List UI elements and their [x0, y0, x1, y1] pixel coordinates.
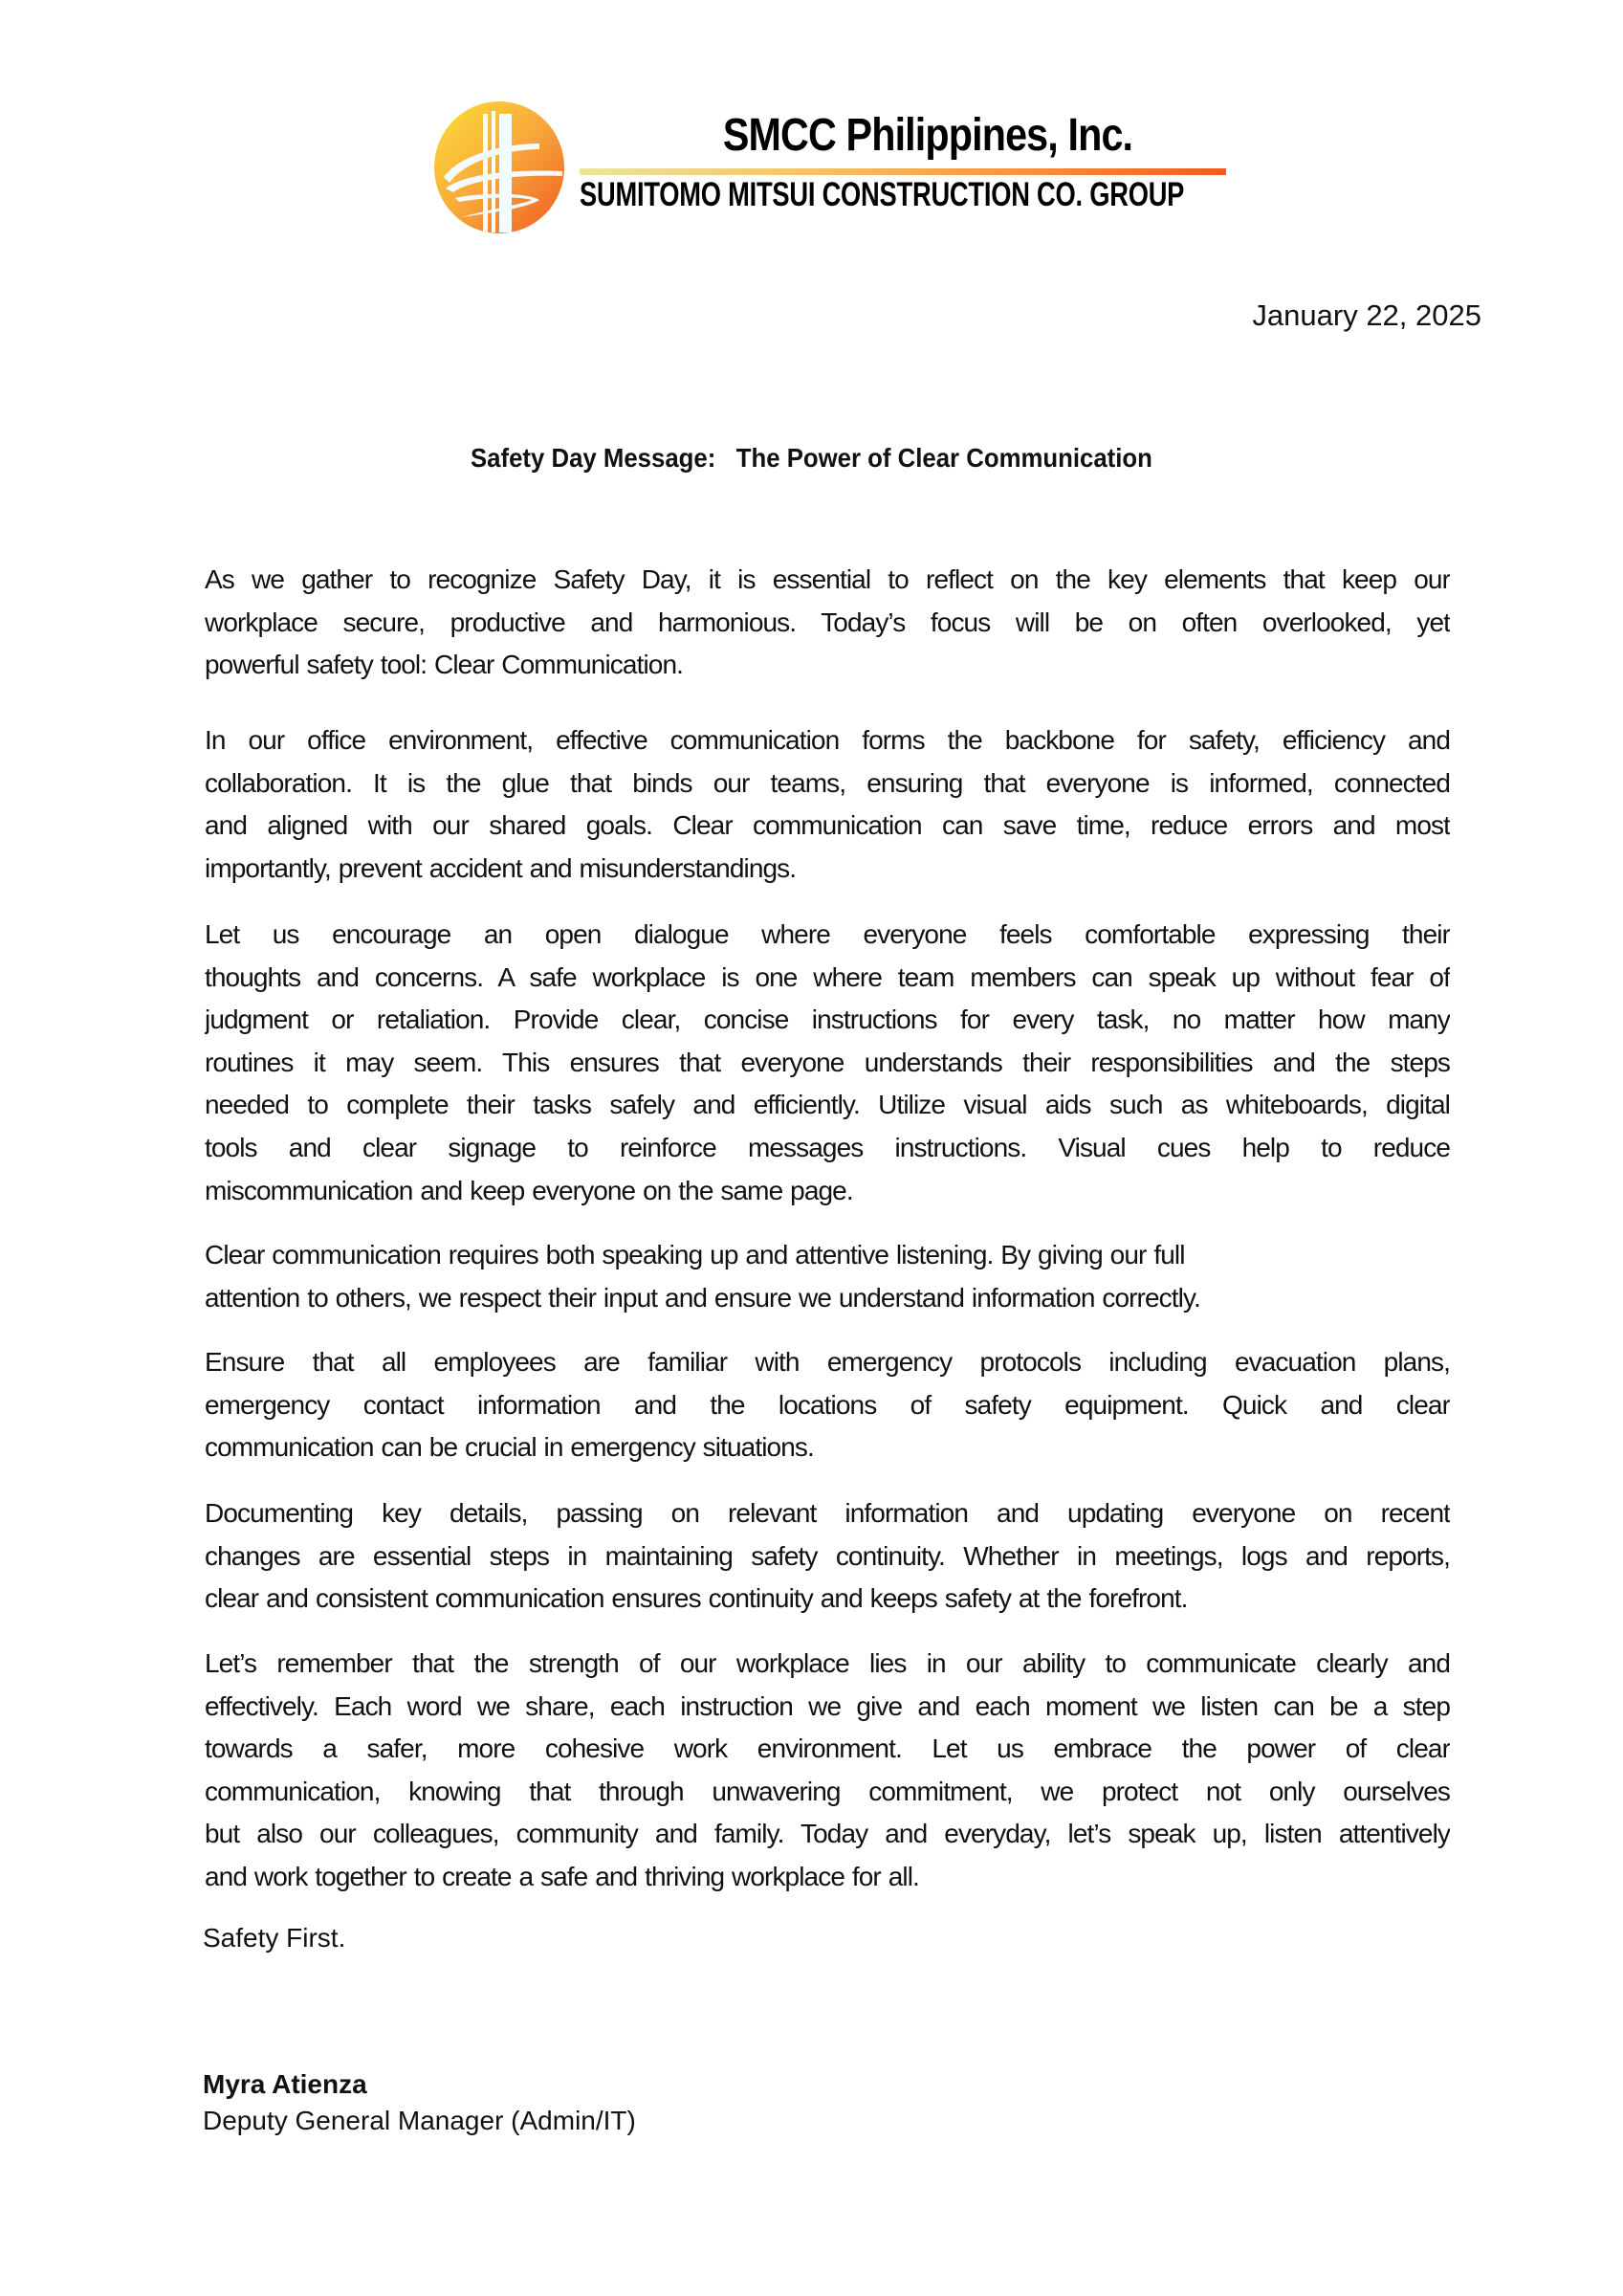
body-line: emergency contact information and the locations of safety equipment. Quick and clear [205, 1389, 1450, 1420]
body-line: thoughts and concerns. A safe workplace is one where team members can speak up without fear of [205, 961, 1450, 992]
body-line: towards a safer, more cohesive work environment. Let us embrace the power of clear [205, 1733, 1450, 1764]
body-line: importantly, prevent accident and misunderstandings. [205, 852, 797, 883]
body-line: routines it may seem. This ensures that everyone understands their responsibilities and the steps [205, 1047, 1450, 1077]
body-line: Let’s remember that the strength of our workplace lies in our ability to communicate clearly and [205, 1648, 1450, 1678]
closing-line: Safety First. [203, 1923, 346, 1953]
smcc-logo-icon [432, 100, 566, 234]
body-line: Ensure that all employees are familiar with emergency protocols including evacuation plans, [205, 1347, 1450, 1377]
body-line: miscommunication and keep everyone on the same page. [205, 1175, 853, 1205]
signatory-role: Deputy General Manager (Admin/IT) [203, 2106, 636, 2135]
body-line: effectively. Each word we share, each instruction we give and each moment we listen can be a step [205, 1690, 1450, 1721]
body-line: tools and clear signage to reinforce messages instructions. Visual cues help to reduce [205, 1132, 1450, 1162]
body-line: In our office environment, effective communication forms the backbone for safety, efficiency and [205, 725, 1450, 755]
letter-body [205, 1492, 1450, 1621]
body-line: changes are essential steps in maintaining safety continuity. Whether in meetings, logs and reports, [205, 1540, 1450, 1571]
letter-date: January 22, 2025 [1252, 298, 1481, 332]
body-line: clear and consistent communication ensures continuity and keeps safety at the forefront. [205, 1583, 1188, 1614]
body-line: workplace secure, productive and harmonious. Today’s focus will be on often overlooked, yet [205, 607, 1450, 637]
body-line: As we gather to recognize Safety Day, it is essential to reflect on the key elements that keep our [205, 564, 1450, 594]
body-line: powerful safety tool: Clear Communication. [205, 650, 683, 680]
letter-title-text: Safety Day Message: The Power of Clear Communication [471, 443, 1152, 473]
body-line: Clear communication requires both speaking up and attentive listening. By giving our full [205, 1240, 1185, 1269]
letter-body [205, 1341, 1450, 1469]
body-line: and aligned with our shared goals. Clear communication can save time, reduce errors and most [205, 810, 1450, 841]
body-line: Documenting key details, passing on relevant information and updating everyone on recent [205, 1498, 1450, 1528]
letter-body [205, 559, 1450, 687]
letter-body [205, 914, 1450, 1212]
body-line: but also our colleagues, community and family. Today and everyday, let’s speak up, listen attentively [205, 1819, 1450, 1849]
body-line: judgment or retaliation. Provide clear, concise instructions for every task, no matter how many [205, 1004, 1450, 1035]
body-line: Let us encourage an open dialogue where everyone feels comfortable expressing their [205, 919, 1450, 949]
body-line: needed to complete their tasks safely and efficiently. Utilize visual aids such as whiteboards, digital [205, 1090, 1450, 1120]
letter-body [205, 1643, 1450, 1899]
body-line: attention to others, we respect their input and ensure we understand information correctly. [205, 1282, 1200, 1313]
company-name: SMCC Philippines, Inc. [722, 110, 1133, 161]
company-group: SUMITOMO MITSUI CONSTRUCTION CO. GROUP [580, 176, 1185, 213]
body-line: communication, knowing that through unwavering commitment, we protect not only ourselves [205, 1776, 1450, 1806]
signatory-name: Myra Atienza [203, 2069, 367, 2099]
letter-body [205, 719, 1450, 890]
letterhead-rule [580, 168, 1226, 175]
letter-body [205, 1234, 1450, 1319]
body-line: collaboration. It is the glue that binds our teams, ensuring that everyone is informed, connected [205, 767, 1450, 798]
body-line: and work together to create a safe and thriving workplace for all. [205, 1861, 919, 1891]
body-line: communication can be crucial in emergency situations. [205, 1432, 814, 1463]
letter-title [0, 445, 1623, 472]
